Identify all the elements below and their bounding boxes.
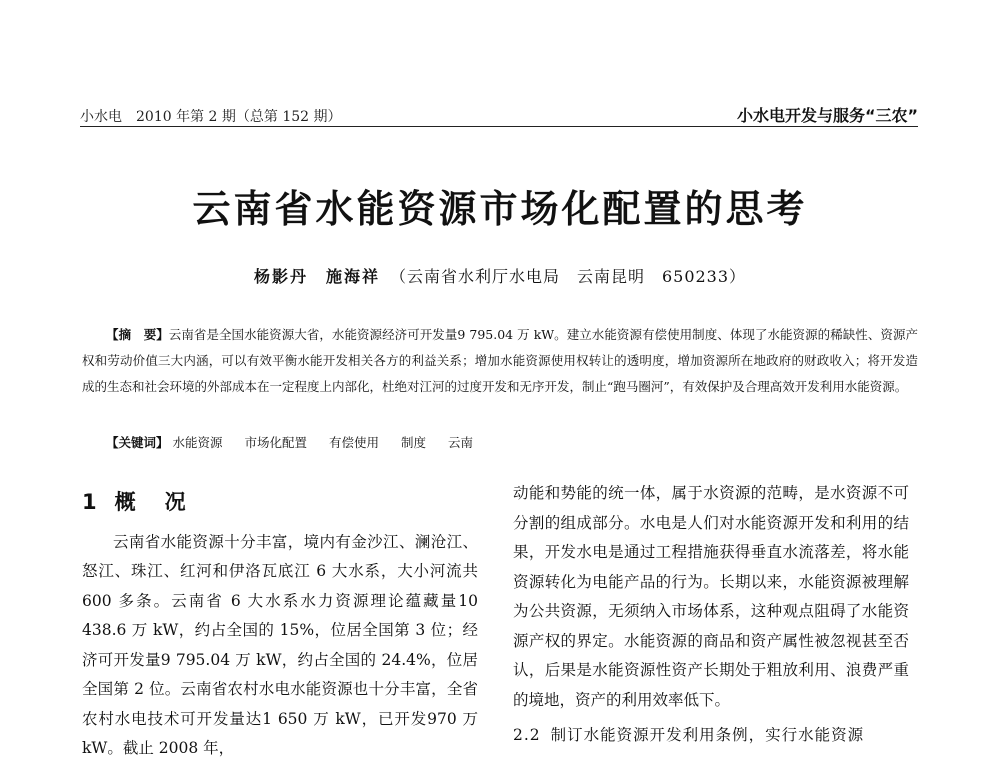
author-line: [0, 264, 1000, 287]
left-column: [82, 488, 478, 760]
subsection-title: 制订水能资源开发利用条例，实行水能资源: [550, 726, 865, 744]
body-paragraph: 动能和势能的统一体，属于水资源的范畴，是水资源不可分割的组成部分。水电是人们对水能资源开发和利用的结果，开发水电是通过工程措施获得垂直水流落差，将水能资源转化为电能产品的行为。长期以来，水能资源被理解为公共资源，无须纳入市场体系，这种观点阻碍了水能资源产权的界定。水能资源的商品和资产属性被忽视甚至否认，后果是水能资源性资产长期处于粗放利用、浪费严重的境地，资产的利用效率低下。: [513, 484, 909, 709]
right-column: [513, 479, 909, 751]
keywords-label: 【关键词】: [106, 435, 169, 450]
header-rule: [80, 126, 918, 127]
subsection-heading: [513, 721, 909, 751]
section-title: 概 况: [114, 490, 190, 514]
abstract: [82, 322, 918, 400]
subsection-number: 2.2: [513, 726, 541, 744]
keyword: 制度: [401, 435, 427, 450]
keyword: 水能资源: [172, 435, 223, 450]
running-header: [80, 100, 918, 128]
section-paragraph: 云南省水能资源十分丰富，境内有金沙江、澜沧江、怒江、珠江、红河和伊洛瓦底江 6 大水系，大小河流共 600 多条。云南省 6 大水系水力资源理论蕴藏量10 438.6 万 kW，约占全国的 15%，位居全国第 3 位；经济可开发量9 795.04 万 kW，约占全国的 24.4%，位居全国第 2 位。云南省农村水电水能资源也十分丰富，全省农村水电技术可开发量达1 650 万 kW，已开发970 万 kW。截止 2008 年，: [82, 532, 478, 757]
author-names: 杨影丹 施海祥: [253, 267, 380, 286]
keyword: 有偿使用: [329, 435, 380, 450]
abstract-label: 【摘 要】: [106, 327, 169, 342]
abstract-text: 云南省是全国水能资源大省，水能资源经济可开发量9 795.04 万 kW。建立水能资源有偿使用制度、体现了水能资源的稀缺性、资源产权和劳动价值三大内涵，可以有效平衡水能开发相关各方的利益关系；增加水能资源使用权转让的透明度，增加资源所在地政府的财政收入；将开发造成的生态和社会环境的外部成本在一定程度上内部化，杜绝对江河的过度开发和无序开发，制止“跑马圈河”，有效保护及合理高效开发利用水能资源。: [82, 327, 918, 394]
keyword: 市场化配置: [244, 435, 308, 450]
article-title: 云南省水能资源市场化配置的思考: [192, 187, 808, 231]
author-affiliation: （云南省水利厅水电局 云南昆明 650233）: [389, 267, 747, 286]
section-number: 1: [82, 490, 101, 514]
keyword: 云南: [448, 435, 474, 450]
journal-info: 小水电 2010 年第 2 期（总第 152 期）: [80, 109, 342, 125]
column-section-title: 小水电开发与服务“三农”: [736, 106, 918, 125]
section-heading: [82, 488, 478, 518]
keywords: [82, 430, 918, 456]
